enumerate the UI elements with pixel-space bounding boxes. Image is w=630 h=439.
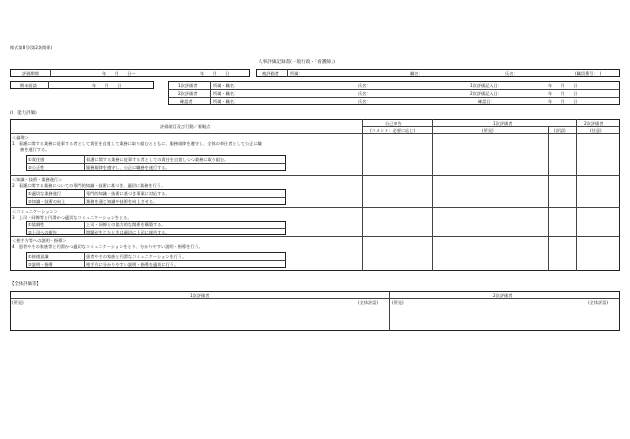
rater2-name[interactable]: 氏名： xyxy=(358,90,371,96)
point-label: ②上司への報告 xyxy=(28,229,57,235)
category-heading: ＜コミュニケーション＞ xyxy=(12,209,58,214)
header-items: 評価項目及び行動／着眼点 xyxy=(160,124,211,129)
point-label: ①責任感 xyxy=(28,156,45,162)
overall-rater2: 2次評価者 xyxy=(493,292,513,298)
overall-table xyxy=(10,291,620,331)
confirmer-role: 確認者 xyxy=(180,98,193,104)
overall-rater1-opinion[interactable]: (所見) xyxy=(12,300,24,305)
point-label: ①協調性 xyxy=(28,222,45,227)
confirmer-name[interactable]: 氏名： xyxy=(358,98,371,104)
category-heading: ＜相手方等への説明・指導＞ xyxy=(12,238,67,243)
point-text: 看護に関する業務に従事する者としての責任を自覚しつつ業務に取り組む。 xyxy=(86,156,229,162)
overall-rater1-score[interactable]: (全体評語) xyxy=(358,300,379,305)
ability-section-title: (Ⅰ 能力評価) xyxy=(10,111,37,116)
confirmer-dept[interactable]: 所属・職名： xyxy=(213,98,239,104)
category-heading: ＜知識・技術・業務遂行＞ xyxy=(12,177,63,182)
rater1-name[interactable]: 氏名： xyxy=(358,82,371,88)
point-label: ①適切な業務遂行 xyxy=(28,190,62,196)
header-rater1-score: (評語) xyxy=(554,127,566,133)
interview-label: 期末面談 xyxy=(20,82,37,88)
header-rater1-opinion: (所見) xyxy=(482,127,494,133)
point-text: 専門的知識・技術に基づき事案に対応する。 xyxy=(86,190,170,196)
ratee-box xyxy=(256,69,620,77)
category-heading: ＜倫理＞ xyxy=(12,135,29,140)
header-rater1: 1次評価者 xyxy=(493,120,513,126)
ratee-name[interactable]: 氏名： xyxy=(505,70,518,76)
point-text: 服務規律を遵守し、公正に職務を遂行する。 xyxy=(86,164,170,170)
ratee-affiliation[interactable]: 所属： xyxy=(290,70,303,76)
rater2-date[interactable]: 年 月 日 xyxy=(548,90,578,96)
confirmer-date[interactable]: 年 月 日 xyxy=(548,98,578,104)
interview-date[interactable]: 年 月 日 xyxy=(92,82,122,88)
category-desc: 2 看護に関する業務についての専門的知識・技術に基づき、適切に業務を行う。 xyxy=(12,183,166,188)
overall-rater2-opinion[interactable]: (所見) xyxy=(392,300,404,305)
ratee-post[interactable]: 職名： xyxy=(410,70,423,76)
rater2-role: 2次評価者 xyxy=(178,90,198,96)
rater1-date-label: 1次評価記入日： xyxy=(470,82,502,88)
overall-rater2-score[interactable]: (全体評語) xyxy=(588,300,609,305)
rater2-dept[interactable]: 所属・職名： xyxy=(213,90,239,96)
category-desc: 3 上司・同僚等と円滑かつ適切なコミュニケーションをとる。 xyxy=(12,215,132,220)
point-label: ②公正性 xyxy=(28,164,45,170)
category-desc: 1 看護に関する業務に従事する者として責任を自覚して業務に取り組むとともに、服務規律を遵守し、全体の奉仕者として公正に職 xyxy=(12,141,262,146)
period-label: 評価期間 xyxy=(22,70,39,76)
form-title: 人事評価記録書(一般行政・「看護師」) xyxy=(258,60,336,65)
overall-section-title: 【全体評価等】 xyxy=(10,282,41,287)
point-text: 患者やその家族と円滑なコミュニケーションを行う。 xyxy=(86,253,187,259)
header-rater2: 2次評価者 xyxy=(584,120,604,126)
rater1-role: 1次評価者 xyxy=(178,82,198,88)
period-to[interactable]: 年 月 日 xyxy=(200,70,230,76)
rater1-date[interactable]: 年 月 日 xyxy=(548,82,578,88)
point-text: 業務を通じ知識や技術を向上させる。 xyxy=(86,198,158,204)
header-self: 自己申告 xyxy=(385,120,402,126)
point-text: 上司・同僚との協力的な関係を構築する。 xyxy=(86,222,166,227)
point-label: ②説明・指導 xyxy=(28,261,53,267)
rater2-date-label: 2次評価記入日： xyxy=(470,90,502,96)
form-code: 様式第8号(第2条関係) xyxy=(10,45,53,50)
header-self-sub: (コメント：必要に応じ) xyxy=(370,127,416,133)
category-desc: 4 患者やその家族等と円滑かつ適切なコミュニケーションをとり、分かりやすい説明・指導を行う。 xyxy=(12,244,203,249)
point-text: 問題が生じたときは適切に上司に報告する。 xyxy=(86,229,170,235)
point-label: ①接遇意識 xyxy=(28,253,49,259)
ratee-label: 被評価者 xyxy=(262,70,279,76)
category-desc-cont: 務を遂行する。 xyxy=(20,147,50,152)
ratee-grade[interactable]: (職員番号： ) xyxy=(575,70,602,76)
point-label: ②知識・技術の向上 xyxy=(28,198,66,204)
period-from[interactable]: 年 月 日〜 xyxy=(102,70,136,76)
header-rater2-sub: (任意) xyxy=(590,127,602,133)
confirmer-date-label: 確認日： xyxy=(478,98,495,104)
overall-rater1: 1次評価者 xyxy=(190,292,210,298)
point-text: 相手方に分かりやすい説明・指導を適切に行う。 xyxy=(86,261,179,267)
rater1-dept[interactable]: 所属・職名： xyxy=(213,82,239,88)
